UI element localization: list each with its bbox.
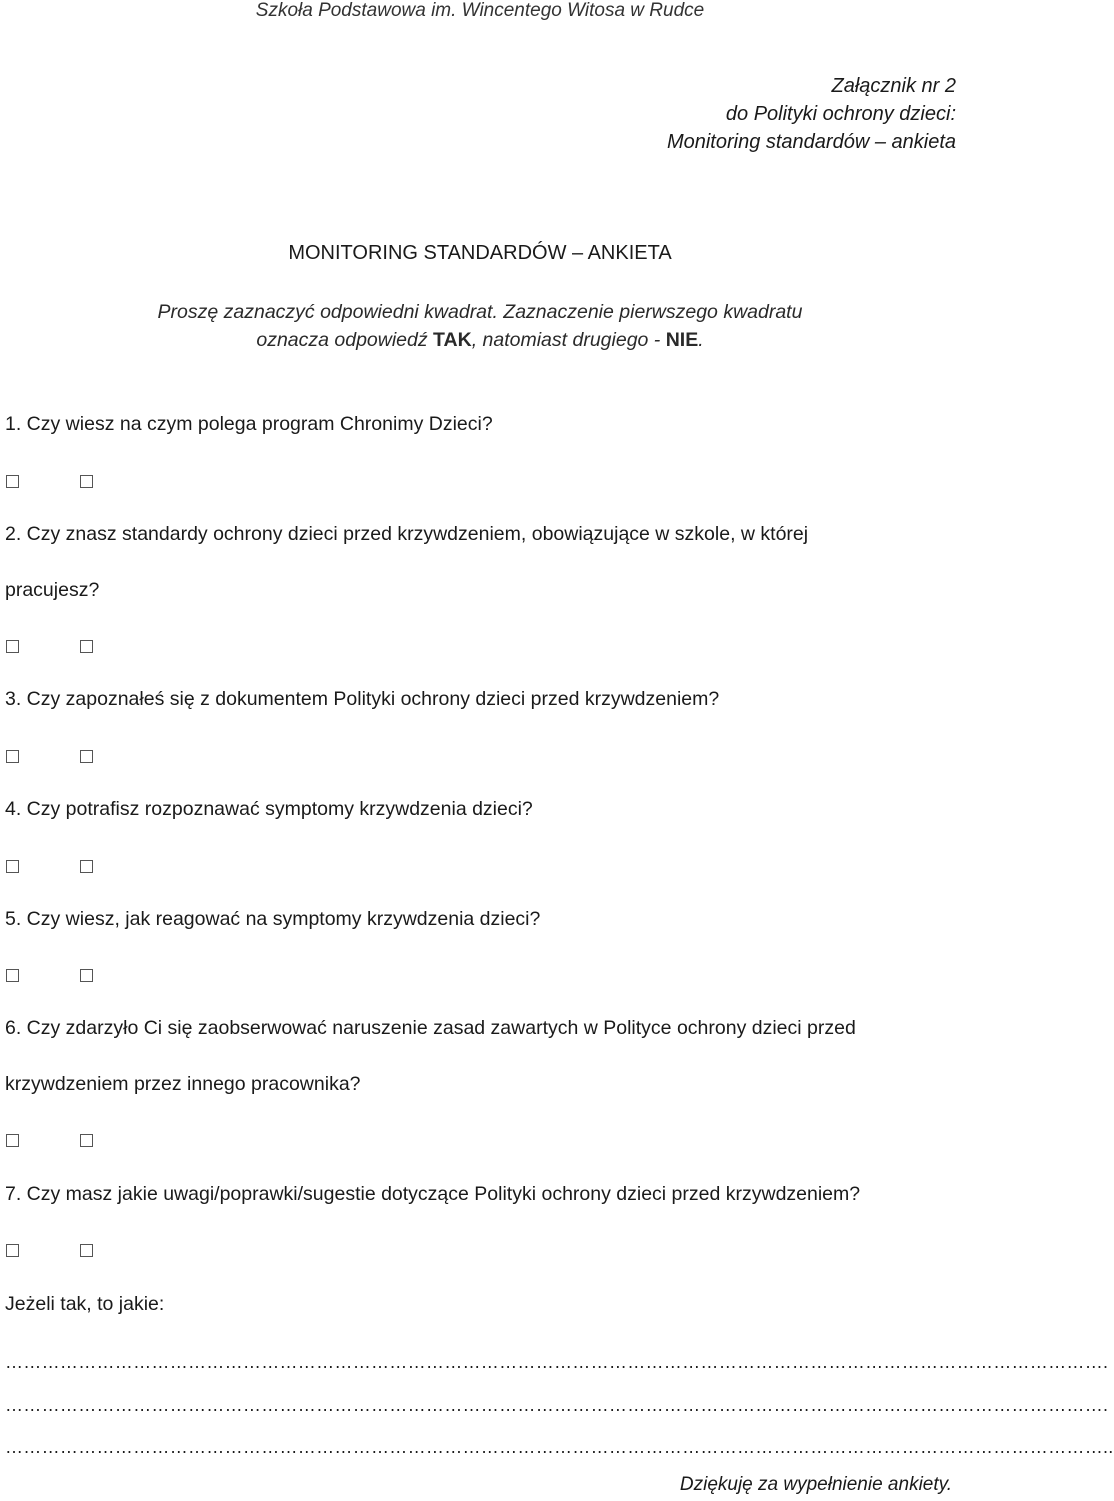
annex-line-2: do Polityki ochrony dzieci:	[725, 103, 956, 125]
question-3-no-checkbox[interactable]	[80, 750, 93, 763]
question-4-yes-checkbox[interactable]	[6, 860, 19, 873]
answer-line-2[interactable]: ……………………………………………………………………………………………………………………………………………………………….	[5, 1395, 1109, 1415]
question-1-no-checkbox[interactable]	[80, 475, 93, 488]
answer-line-1[interactable]: ……………………………………………………………………………………………………………………………………………………………….	[5, 1352, 1109, 1372]
instructions-text-a: oznacza odpowiedź	[256, 329, 434, 351]
question-5-yes-checkbox[interactable]	[6, 969, 19, 982]
question-7-yes-checkbox[interactable]	[6, 1244, 19, 1257]
instructions-line-2	[0, 326, 960, 354]
instructions-text-b: , natomiast drugiego -	[471, 329, 666, 351]
question-2-yes-checkbox[interactable]	[6, 640, 19, 653]
followup-label: Jeżeli tak, to jakie:	[5, 1293, 165, 1315]
question-6-yes-checkbox[interactable]	[6, 1134, 19, 1147]
thank-you-note: Dziękuję za wypełnienie ankiety.	[679, 1474, 952, 1495]
question-7-no-checkbox[interactable]	[80, 1244, 93, 1257]
annex-line-3: Monitoring standardów – ankieta	[666, 131, 956, 153]
question-2-no-checkbox[interactable]	[80, 640, 93, 653]
question-7-text: 7. Czy masz jakie uwagi/poprawki/sugestie dotyczące Polityki ochrony dzieci przed krzywdzeniem?	[5, 1183, 861, 1205]
question-2-text: 2. Czy znasz standardy ochrony dzieci przed krzywdzeniem, obowiązujące w szkole, w której	[5, 523, 809, 545]
question-3-text: 3. Czy zapoznałeś się z dokumentem Polityki ochrony dzieci przed krzywdzeniem?	[5, 688, 720, 710]
question-6-no-checkbox[interactable]	[80, 1134, 93, 1147]
question-1-text: 1. Czy wiesz na czym polega program Chronimy Dzieci?	[5, 413, 493, 435]
answer-line-3[interactable]: ………………………………………………………………………………………………………………………………………………………………..	[5, 1437, 1114, 1457]
question-3-yes-checkbox[interactable]	[6, 750, 19, 763]
question-4-no-checkbox[interactable]	[80, 860, 93, 873]
question-6-text: 6. Czy zdarzyło Ci się zaobserwować naruszenie zasad zawartych w Polityce ochrony dzieci przed	[5, 1017, 856, 1039]
question-5-no-checkbox[interactable]	[80, 969, 93, 982]
no-label: NIE	[665, 329, 699, 351]
yes-label: TAK	[433, 329, 472, 351]
instructions-line-1: Proszę zaznaczyć odpowiedni kwadrat. Zaznaczenie pierwszego kwadratu	[157, 301, 803, 323]
question-4-text: 4. Czy potrafisz rozpoznawać symptomy krzywdzenia dzieci?	[5, 798, 533, 820]
question-6-text-cont: krzywdzeniem przez innego pracownika?	[5, 1073, 361, 1095]
annex-block	[667, 72, 956, 156]
question-1-yes-checkbox[interactable]	[6, 475, 19, 488]
document-title: MONITORING STANDARDÓW – ANKIETA	[288, 242, 672, 264]
instructions	[0, 298, 960, 354]
question-2-text-cont: pracujesz?	[5, 579, 100, 601]
question-5-text: 5. Czy wiesz, jak reagować na symptomy krzywdzenia dzieci?	[5, 908, 541, 930]
instructions-text-c: .	[698, 329, 704, 351]
annex-line-1: Załącznik nr 2	[831, 75, 956, 97]
school-name: Szkoła Podstawowa im. Wincentego Witosa w Rudce	[255, 0, 705, 21]
